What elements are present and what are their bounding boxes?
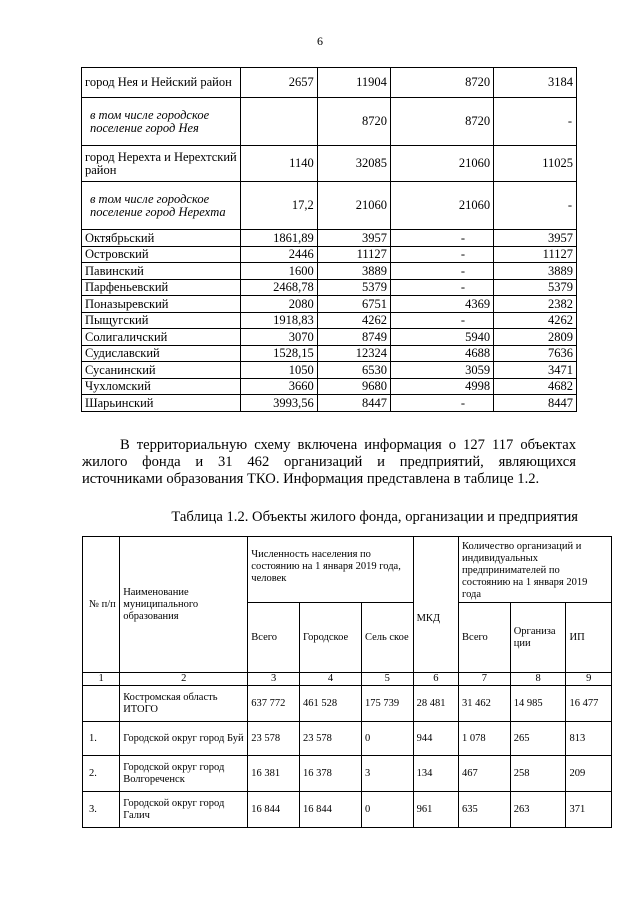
header-pop-urban: Городское (299, 603, 361, 673)
other-cell: - (494, 182, 577, 230)
total-cell: 8447 (317, 395, 390, 412)
table-row (82, 379, 577, 395)
column-number-cell: 9 (566, 673, 612, 686)
total-cell: 3889 (317, 263, 390, 280)
district-name-cell: Поназыревский (82, 296, 241, 313)
total-cell: 3957 (317, 230, 390, 247)
area-cell: 1600 (240, 263, 317, 280)
other-cell: 11127 (494, 247, 577, 263)
area-cell: 17,2 (240, 182, 317, 230)
table-row (82, 346, 577, 362)
other-cell: - (494, 98, 577, 146)
settlement-cell: 4369 (390, 296, 493, 313)
area-cell: 2657 (240, 68, 317, 98)
value-cell: 14 985 (510, 686, 566, 722)
column-number-cell: 7 (459, 673, 511, 686)
column-number-cell: 3 (248, 673, 300, 686)
area-cell: 3070 (240, 329, 317, 346)
settlement-cell: 8720 (390, 68, 493, 98)
table-row (83, 686, 612, 722)
table-row (82, 395, 577, 412)
table-row (82, 68, 577, 98)
value-cell: 16 844 (248, 792, 300, 828)
table-body (83, 537, 612, 828)
header-org-total: Всего (459, 603, 511, 673)
area-cell: 1528,15 (240, 346, 317, 362)
table-row (82, 263, 577, 280)
value-cell: 467 (459, 756, 511, 792)
table-housing-organizations (82, 536, 612, 828)
paragraph-line: В территориальную схему включена информация о 127 117 объектах (120, 437, 576, 453)
column-number-cell: 6 (413, 673, 458, 686)
district-name-cell: Парфеньевский (82, 280, 241, 296)
value-cell: 31 462 (459, 686, 511, 722)
area-cell: 1140 (240, 146, 317, 182)
district-name-cell: город Нерехта и Нерехтский район (82, 146, 241, 182)
district-name-cell: Октябрьский (82, 230, 241, 247)
settlement-cell: - (390, 313, 493, 329)
header-population: Численность населения по состоянию на 1 января 2019 года, человек (248, 537, 413, 603)
district-name-cell: Пыщугский (82, 313, 241, 329)
value-cell: 1 078 (459, 722, 511, 756)
value-cell: 134 (413, 756, 458, 792)
total-cell: 9680 (317, 379, 390, 395)
total-cell: 11127 (317, 247, 390, 263)
table-row (82, 280, 577, 296)
total-cell: 6530 (317, 362, 390, 379)
area-cell: 1918,83 (240, 313, 317, 329)
value-cell: 461 528 (299, 686, 361, 722)
settlement-cell: 5940 (390, 329, 493, 346)
page-number: 6 (317, 34, 323, 48)
other-cell: 11025 (494, 146, 577, 182)
other-cell: 3889 (494, 263, 577, 280)
district-name-cell: город Нея и Нейский район (82, 68, 241, 98)
table-row (82, 247, 577, 263)
total-cell: 8720 (317, 98, 390, 146)
total-cell: 32085 (317, 146, 390, 182)
value-cell: 28 481 (413, 686, 458, 722)
value-cell: 371 (566, 792, 612, 828)
other-cell: 3957 (494, 230, 577, 247)
total-cell: 4262 (317, 313, 390, 329)
settlement-cell: 21060 (390, 146, 493, 182)
header-mkd: МКД (413, 537, 458, 673)
value-cell: 3 (361, 756, 413, 792)
value-cell: 16 381 (248, 756, 300, 792)
value-cell: 961 (413, 792, 458, 828)
table-waste-by-district (81, 67, 577, 412)
row-number-cell (83, 686, 120, 722)
total-cell: 8749 (317, 329, 390, 346)
table-row (82, 313, 577, 329)
other-cell: 2382 (494, 296, 577, 313)
other-cell: 2809 (494, 329, 577, 346)
area-cell: 1050 (240, 362, 317, 379)
header-organizations: Количество организаций и индивидуальных предпринимателей по состоянию на 1 января 2019 года (459, 537, 612, 603)
header-org-orgs: Организа ции (510, 603, 566, 673)
municipality-name-cell: Городской округ город Волгореченск (120, 756, 248, 792)
district-name-cell: Чухломский (82, 379, 241, 395)
settlement-cell: - (390, 247, 493, 263)
other-cell: 7636 (494, 346, 577, 362)
area-cell: 2468,78 (240, 280, 317, 296)
value-cell: 23 578 (248, 722, 300, 756)
settlement-cell: - (390, 395, 493, 412)
value-cell: 16 378 (299, 756, 361, 792)
paragraph-line: источниками образования ТКО. Информация представлена в таблице 1.2. (82, 471, 540, 487)
table-row (82, 362, 577, 379)
municipality-name-cell: Городской округ город Буй (120, 722, 248, 756)
row-number-cell: 3. (83, 792, 120, 828)
settlement-cell: 3059 (390, 362, 493, 379)
column-numbers-row (83, 673, 612, 686)
value-cell: 637 772 (248, 686, 300, 722)
other-cell: 4682 (494, 379, 577, 395)
total-cell: 6751 (317, 296, 390, 313)
settlement-cell: - (390, 280, 493, 296)
settlement-cell: 8720 (390, 98, 493, 146)
table-caption: Таблица 1.2. Объекты жилого фонда, организации и предприятия (171, 509, 578, 525)
column-number-cell: 2 (120, 673, 248, 686)
table-row (82, 182, 577, 230)
header-num: № п/п (83, 537, 120, 673)
table-row (83, 722, 612, 756)
table-row (82, 329, 577, 346)
header-name: Наименование муниципального образования (120, 537, 248, 673)
total-cell: 21060 (317, 182, 390, 230)
column-number-cell: 8 (510, 673, 566, 686)
district-name-cell: Солигаличский (82, 329, 241, 346)
value-cell: 23 578 (299, 722, 361, 756)
other-cell: 3184 (494, 68, 577, 98)
paragraph (82, 437, 576, 488)
municipality-name-cell: Городской округ город Галич (120, 792, 248, 828)
value-cell: 209 (566, 756, 612, 792)
district-name-cell: Сусанинский (82, 362, 241, 379)
area-cell: 2080 (240, 296, 317, 313)
header-pop-total: Всего (248, 603, 300, 673)
table-row (83, 756, 612, 792)
value-cell: 813 (566, 722, 612, 756)
area-cell: 2446 (240, 247, 317, 263)
total-cell: 12324 (317, 346, 390, 362)
value-cell: 0 (361, 792, 413, 828)
municipality-name-cell: Костромская область ИТОГО (120, 686, 248, 722)
district-name-cell: Островский (82, 247, 241, 263)
area-cell: 3660 (240, 379, 317, 395)
total-cell: 11904 (317, 68, 390, 98)
settlement-cell: - (390, 230, 493, 247)
value-cell: 944 (413, 722, 458, 756)
header-pop-rural: Сель ское (361, 603, 413, 673)
value-cell: 16 477 (566, 686, 612, 722)
table-row (83, 792, 612, 828)
table-body (82, 68, 577, 412)
district-name-cell: Шарьинский (82, 395, 241, 412)
column-number-cell: 5 (361, 673, 413, 686)
table-row (82, 296, 577, 313)
value-cell: 16 844 (299, 792, 361, 828)
table-row (82, 230, 577, 247)
total-cell: 5379 (317, 280, 390, 296)
value-cell: 175 739 (361, 686, 413, 722)
row-number-cell: 1. (83, 722, 120, 756)
other-cell: 4262 (494, 313, 577, 329)
settlement-cell: - (390, 263, 493, 280)
paragraph-line: жилого фонда и 31 462 организаций и предприятий, являющихся (82, 454, 576, 470)
table-row (82, 98, 577, 146)
settlement-cell: 4998 (390, 379, 493, 395)
district-name-cell: Павинский (82, 263, 241, 280)
other-cell: 8447 (494, 395, 577, 412)
header-org-ip: ИП (566, 603, 612, 673)
column-number-cell: 4 (299, 673, 361, 686)
district-name-cell: в том числе городское поселение город Нерехта (82, 182, 241, 230)
area-cell: 1861,89 (240, 230, 317, 247)
settlement-cell: 4688 (390, 346, 493, 362)
area-cell: 3993,56 (240, 395, 317, 412)
value-cell: 265 (510, 722, 566, 756)
district-name-cell: в том числе городское поселение город Нея (82, 98, 241, 146)
value-cell: 0 (361, 722, 413, 756)
district-name-cell: Судиславский (82, 346, 241, 362)
value-cell: 258 (510, 756, 566, 792)
row-number-cell: 2. (83, 756, 120, 792)
value-cell: 635 (459, 792, 511, 828)
other-cell: 5379 (494, 280, 577, 296)
value-cell: 263 (510, 792, 566, 828)
other-cell: 3471 (494, 362, 577, 379)
table-row (82, 146, 577, 182)
settlement-cell: 21060 (390, 182, 493, 230)
column-number-cell: 1 (83, 673, 120, 686)
area-cell (240, 98, 317, 146)
